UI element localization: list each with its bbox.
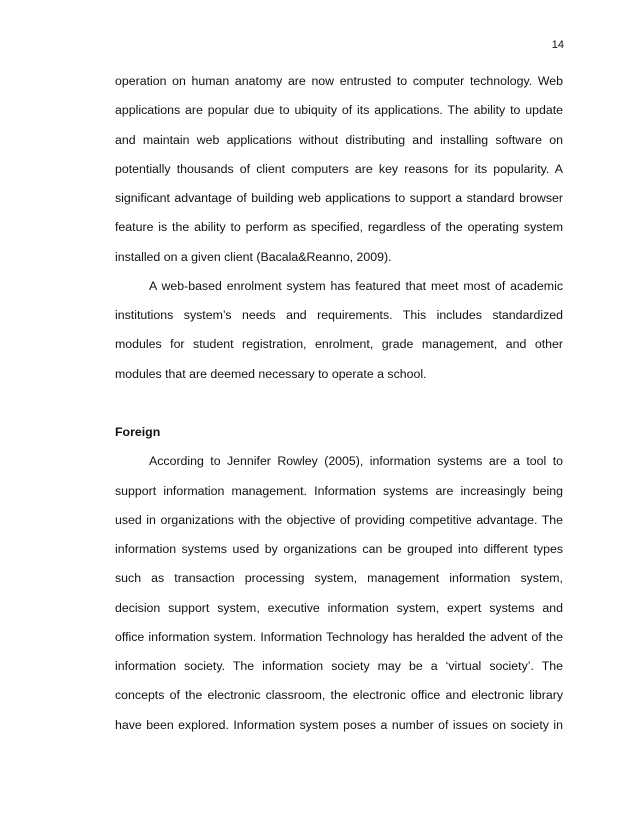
document-body: [115, 67, 563, 740]
text-line: used in organizations with the objective of providing competitive advantage. The: [115, 512, 563, 527]
text-line: installed on a given client (Bacala&Reanno, 2009).: [115, 249, 392, 264]
text-line: information systems used by organizations can be grouped into different types: [115, 542, 563, 556]
page-number: 14: [551, 39, 564, 51]
text-line: and maintain web applications without distributing and installing software on: [115, 132, 563, 147]
section-heading: Foreign: [115, 425, 161, 439]
text-line: potentially thousands of client computers are key reasons for its popularity. A: [115, 161, 563, 176]
text-line: have been explored. Information system poses a number of issues on society in: [115, 717, 563, 732]
text-line: significant advantage of building web applications to support a standard browser: [115, 191, 563, 205]
text-line: modules that are deemed necessary to operate a school.: [115, 366, 427, 381]
text-line: A web-based enrolment system has featured that meet most of academic: [149, 278, 563, 293]
text-line: such as transaction processing system, management information system,: [115, 571, 563, 586]
text-line: decision support system, executive information system, expert systems and: [115, 600, 563, 615]
text-line: institutions system’s needs and requirements. This includes standardized: [115, 308, 563, 322]
text-line: applications are popular due to ubiquity of its applications. The ability to update: [115, 103, 563, 118]
text-line: support information management. Information systems are increasingly being: [115, 483, 563, 498]
text-line: modules for student registration, enrolment, grade management, and other: [115, 337, 563, 352]
text-line: information society. The information society may be a ‘virtual society’. The: [115, 659, 563, 673]
text-line: concepts of the electronic classroom, the electronic office and electronic library: [115, 688, 563, 703]
text-line: According to Jennifer Rowley (2005), information systems are a tool to: [149, 454, 563, 469]
paragraph-gap: [115, 389, 563, 418]
text-line: office information system. Information Technology has heralded the advent of the: [115, 629, 563, 644]
text-line: operation on human anatomy are now entrusted to computer technology. Web: [115, 74, 563, 88]
text-line: feature is the ability to perform as specified, regardless of the operating system: [115, 220, 563, 235]
